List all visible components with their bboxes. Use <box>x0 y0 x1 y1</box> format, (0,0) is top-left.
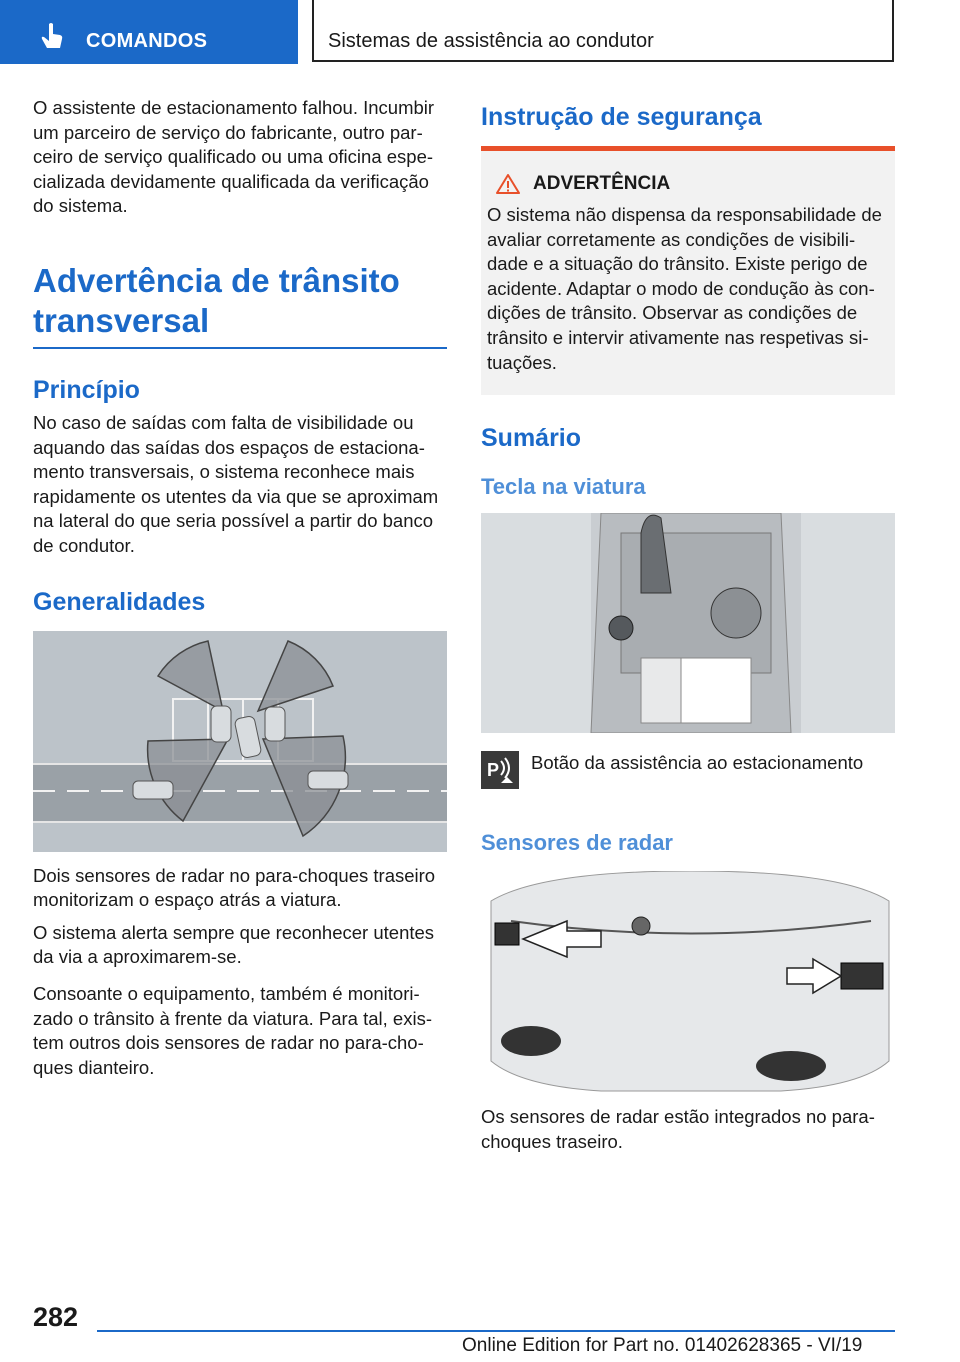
radar-coverage-illustration <box>33 631 447 852</box>
section-title: Sistemas de assistência ao condutor <box>328 30 654 52</box>
general-paragraph-3: Consoante o equipamento, também é monitorizado o trânsito à frente da viatura. Para tal, existem outros dois sensores de radar no para-choques dianteiro. <box>33 982 432 1078</box>
general-paragraph-1: Dois sensores de radar no para-choques traseiro monitorizam o espaço atrás a viatura. <box>33 864 436 911</box>
principle-paragraph: No caso de saídas com falta de visibilidade ou aquando das saídas dos espaços de estacionamento transversais, o sistema reconhece mais rapidamente os utentes da via que se aproximam na lateral do que seria possível a partir do banco de condutor. <box>33 411 439 556</box>
summary-heading: Sumário <box>481 424 582 453</box>
button-caption: Botão da assistência ao estacionamento <box>531 752 864 774</box>
general-heading: Generalidades <box>33 587 206 616</box>
warning-box <box>481 146 895 395</box>
warning-text: O sistema não dispensa da responsabilidade de avaliar corretamente as condições de visibilidade e a situação do trânsito. Existe perigo de acidente. Adaptar o modo de condução às condições de trânsito. Observar as condições de trânsito e intervir ativamente nas respetivas situações. <box>487 204 882 373</box>
page-number: 282 <box>33 1302 79 1332</box>
footer-rule <box>97 1330 895 1332</box>
svg-text:P: P <box>487 760 500 781</box>
warning-triangle-icon <box>495 173 521 195</box>
chapter-tab[interactable] <box>0 0 298 64</box>
hand-pointer-icon <box>40 22 64 50</box>
left-column <box>33 96 447 1080</box>
radar-heading: Sensores de radar <box>481 830 673 856</box>
park-assist-button-icon <box>481 751 519 789</box>
console-photo <box>481 513 895 733</box>
edition-text: Online Edition for Part no. 01402628365 - VI/19 <box>462 1335 863 1356</box>
center-console-illustration <box>481 513 895 733</box>
rear-bumper-photo <box>481 871 895 1093</box>
intro-paragraph: O assistente de estacionamento falhou. Incumbir um parceiro de serviço do fabricante, outro parceiro de serviço qualificado ou uma oficina especializada devidamente qualificada da verificação do sistema. <box>33 97 435 217</box>
principle-heading: Princípio <box>33 375 140 404</box>
section-header <box>312 0 894 62</box>
general-paragraph-2: O sistema alerta sempre que reconhecer utentes da via a aproximarem-se. <box>33 921 435 968</box>
chapter-title: Advertência de trânsito transversal <box>33 261 400 339</box>
button-heading: Tecla na viatura <box>481 474 646 500</box>
rear-bumper-illustration <box>481 871 895 1093</box>
safety-heading: Instrução de segurança <box>481 103 762 131</box>
warning-title: ADVERTÊNCIA <box>533 173 671 194</box>
button-legend <box>481 751 895 789</box>
right-column <box>481 96 895 1154</box>
chapter-tab-label: COMANDOS <box>86 30 208 52</box>
radar-caption: Os sensores de radar estão integrados no para-choques traseiro. <box>481 1106 875 1152</box>
chapter-title-rule <box>33 347 447 349</box>
cross-traffic-diagram <box>33 631 447 852</box>
